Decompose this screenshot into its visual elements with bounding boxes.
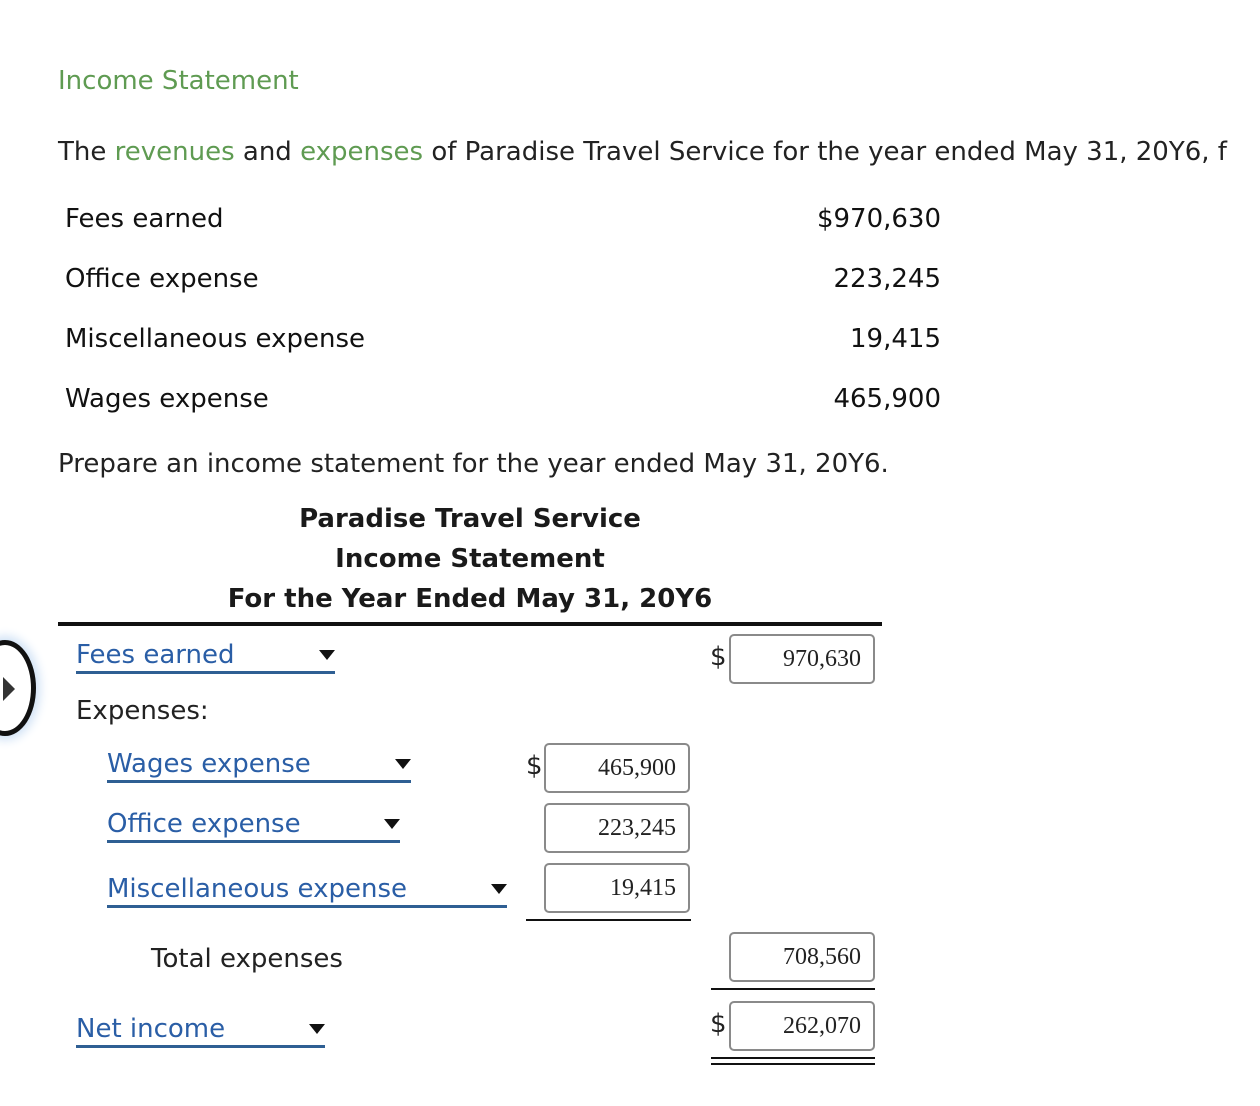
prompt-text: Prepare an income statement for the year ended May 31, 20Y6. <box>58 449 889 479</box>
revenue-dollar-sign: $ <box>710 642 727 672</box>
given-value-misc: 19,415 <box>850 324 941 354</box>
statement-period: For the Year Ended May 31, 20Y6 <box>227 584 713 614</box>
side-nav-button[interactable] <box>0 640 36 736</box>
statement-company: Paradise Travel Service <box>299 504 641 534</box>
given-label-office: Office expense <box>65 264 259 294</box>
net-income-double-rule-top <box>711 1057 875 1059</box>
intro-part-3: of Paradise Travel Service for the year ended May 31, 20Y6, f <box>423 137 1227 167</box>
revenues-term-link[interactable]: revenues <box>114 137 235 167</box>
expenses-term-link[interactable]: expenses <box>300 137 424 167</box>
chevron-right-icon <box>3 677 15 701</box>
net-income-dollar-sign: $ <box>710 1009 727 1039</box>
expense-select-2-value: Office expense <box>107 809 301 839</box>
revenue-select[interactable] <box>76 640 335 674</box>
heading-rule <box>58 622 882 626</box>
net-income-input[interactable]: 262,070 <box>729 1001 875 1051</box>
expense-amount-input-3[interactable]: 19,415 <box>544 863 690 913</box>
statement-title: Income Statement <box>335 544 605 574</box>
total-expenses-rule <box>711 988 875 990</box>
total-expenses-label: Total expenses <box>151 944 343 974</box>
expenses-heading: Expenses: <box>76 696 209 726</box>
expense-select-3-value: Miscellaneous expense <box>107 874 407 904</box>
dropdown-arrow-icon <box>309 1024 325 1034</box>
expenses-subtotal-rule <box>526 919 691 921</box>
expense-select-1-value: Wages expense <box>107 749 311 779</box>
given-label-fees: Fees earned <box>65 204 224 234</box>
expense-dollar-sign: $ <box>526 751 543 781</box>
dropdown-arrow-icon <box>384 819 400 829</box>
expense-select-2[interactable] <box>107 809 400 843</box>
given-value-office: 223,245 <box>833 264 941 294</box>
total-expenses-input[interactable]: 708,560 <box>729 932 875 982</box>
expense-select-3[interactable] <box>107 874 507 908</box>
dropdown-arrow-icon <box>319 650 335 660</box>
net-income-double-rule-bottom <box>711 1063 875 1065</box>
given-value-wages: 465,900 <box>833 384 941 414</box>
net-income-select-value: Net income <box>76 1014 226 1044</box>
dropdown-arrow-icon <box>491 884 507 894</box>
dropdown-arrow-icon <box>395 759 411 769</box>
given-label-wages: Wages expense <box>65 384 269 414</box>
section-title: Income Statement <box>58 66 299 96</box>
given-value-fees: $970,630 <box>816 204 941 234</box>
intro-part-1: The <box>58 137 115 167</box>
intro-text <box>58 137 1227 167</box>
intro-part-2: and <box>234 137 301 167</box>
revenue-amount-input[interactable]: 970,630 <box>729 634 875 684</box>
expense-select-1[interactable] <box>107 749 411 783</box>
expense-amount-input-2[interactable]: 223,245 <box>544 803 690 853</box>
expense-amount-input-1[interactable]: 465,900 <box>544 743 690 793</box>
given-label-misc: Miscellaneous expense <box>65 324 365 354</box>
net-income-select[interactable] <box>76 1014 325 1048</box>
revenue-select-value: Fees earned <box>76 640 235 670</box>
